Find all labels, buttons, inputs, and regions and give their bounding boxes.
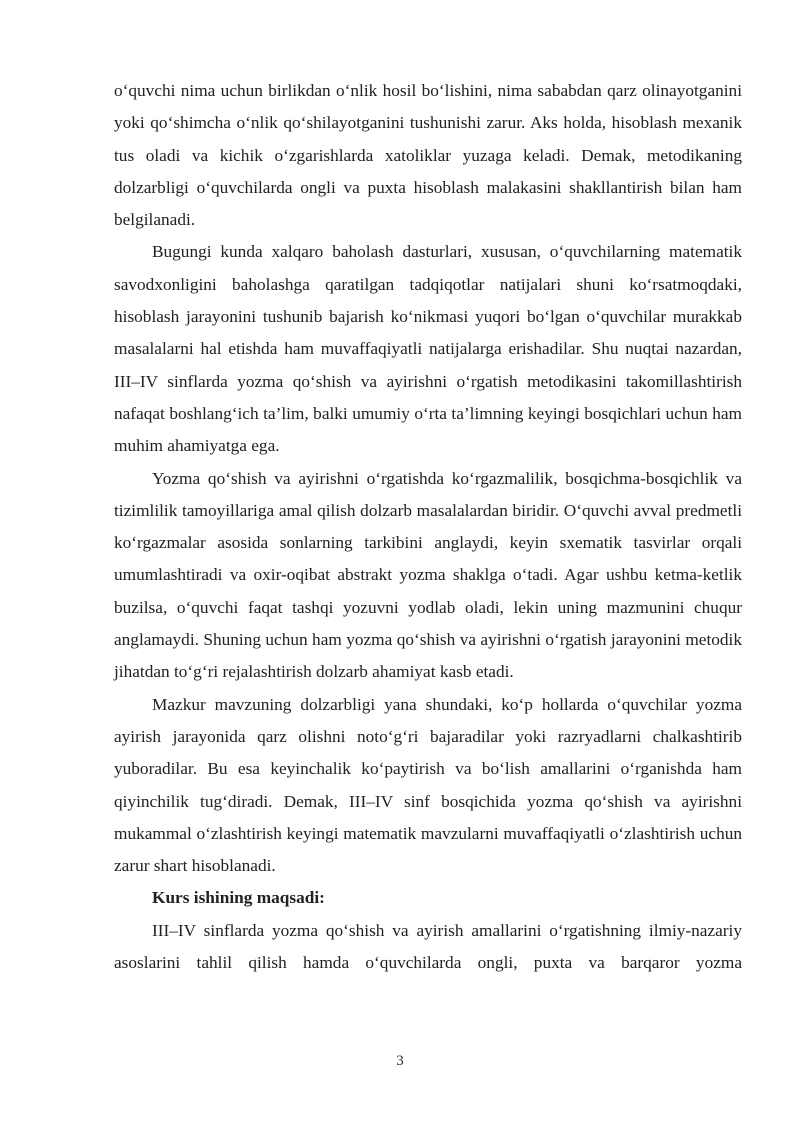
paragraph-continuation: o‘quvchi nima uchun birlikdan o‘nlik hosil bo‘lishini, nima sababdan qarz olinayotganini yoki qo‘shimcha o‘nlik qo‘shilayotganini tushunishi zarur. Aks holda, hisoblash mexanik tus oladi va kichik o‘zgarishlarda xatoliklar yuzaga keladi. Demak, metodikaning dolzarbligi o‘quvchilarda ongli va puxta hisoblash malakasini shakllantirish bilan ham belgilanadi. — [114, 81, 742, 230]
page-number: 3 — [396, 1053, 404, 1069]
paragraph-topic-relevance: Mazkur mavzuning dolzarbligi yana shundaki, ko‘p hollarda o‘quvchilar yozma ayirish jarayonida qarz olishni noto‘g‘ri bajaradilar yoki razryadlarni chalkashtirib yuboradilar. Bu esa keyinchalik ko‘paytirish va bo‘lish amallarini o‘rganishda ham qiyinchilik tug‘diradi. Demak, III–IV sinf bosqichida yozma qo‘shish va ayirishni mukammal o‘zlashtirish keyingi matematik mavzularni muvaffaqiyatli o‘zlashtirish uchun zarur shart hisoblanadi. — [114, 694, 742, 876]
paragraph-international-assessment: Bugungi kunda xalqaro baholash dasturlari, xususan, o‘quvchilarning matematik savodxonligini baholashga qaratilgan tadqiqotlar natijalari shuni ko‘rsatmoqdaki, hisoblash jarayonini tushunib bajarish ko‘nikmasi yuqori bo‘lgan o‘quvchilar murakkab masalalarni hal etishda ham muvaffaqiyatli natijalarga erishadilar. Shu nuqtai nazardan, III–IV sinflarda yozma qo‘shish va ayirishni o‘rgatish metodikasini takomillashtirish nafaqat boshlang‘ich ta’lim, balki umumiy o‘rta ta’limning keyingi bosqichlari uchun ham muhim ahamiyatga ega. — [114, 242, 742, 456]
paragraph-teaching-principles: Yozma qo‘shish va ayirishni o‘rgatishda ko‘rgazmalilik, bosqichma-bosqichlik va tizimlilik tamoyillariga amal qilish dolzarb masalalardan biridir. O‘quvchi avval predmetli ko‘rgazmalar asosida sonlarning tarkibini anglaydi, keyin sxematik tasvirlar orqali umumlashtiradi va oxir-oqibat abstrakt yozma shaklga o‘tadi. Agar ushbu ketma-ketlik buzilsa, o‘quvchi faqat tashqi yozuvni yodlab oladi, lekin uning mazmunini chuqur anglamaydi. Shuning uchun ham yozma qo‘shish va ayirishni o‘rgatish jarayonini metodik jihatdan to‘g‘ri rejalashtirish dolzarb ahamiyat kasb etadi. — [114, 468, 742, 682]
goal-paragraph: III–IV sinflarda yozma qo‘shish va ayirish amallarini o‘rgatishning ilmiy-nazariy asoslarini tahlil qilish hamda o‘quvchilarda ongli, puxta va barqaror yozma — [114, 920, 742, 973]
document-page — [114, 75, 742, 979]
goal-heading: Kurs ishining maqsadi: — [152, 888, 325, 908]
